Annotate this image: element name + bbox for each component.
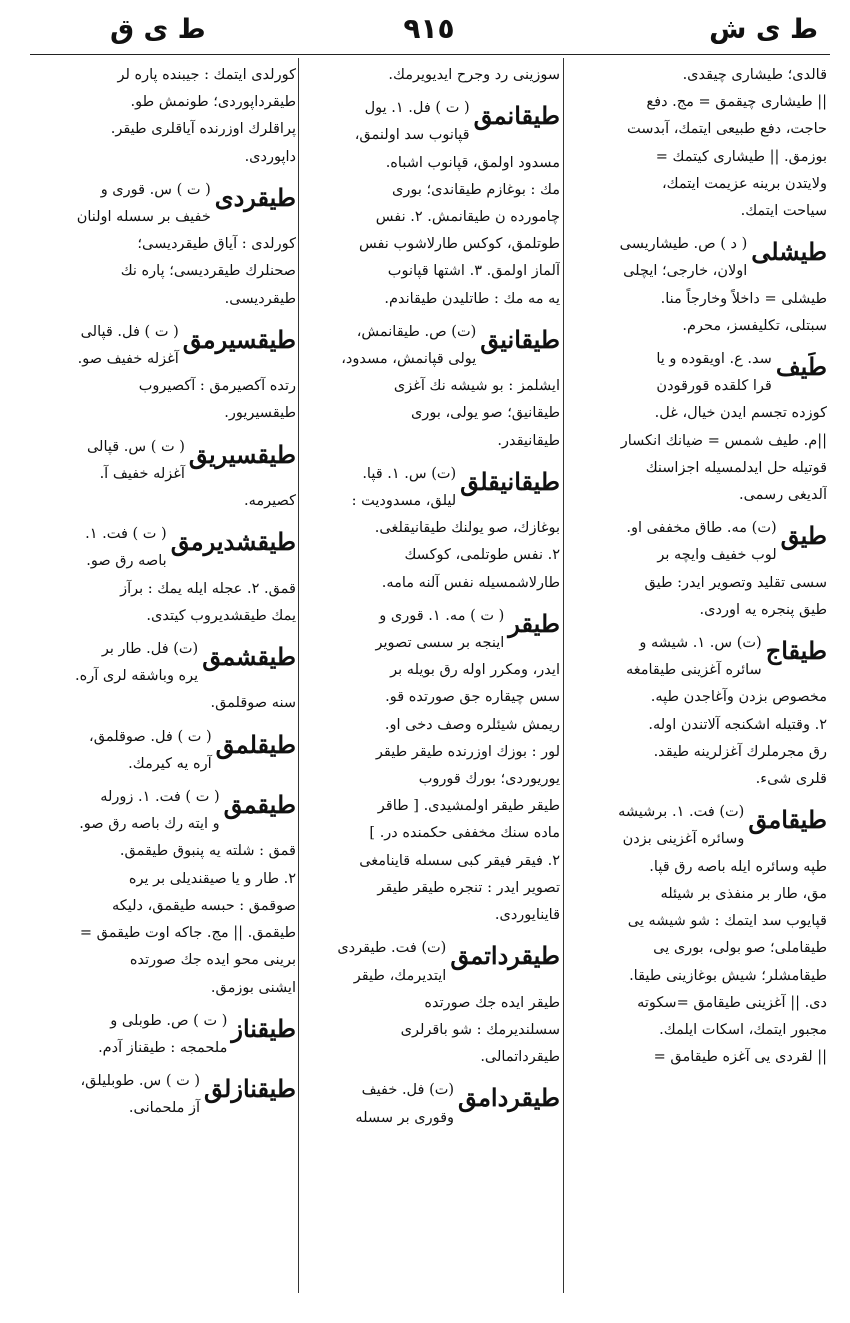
page-header <box>30 8 828 52</box>
entry-line: آره یه کیرمك. <box>128 755 212 772</box>
dictionary-entry <box>302 319 560 455</box>
entry-line: ( ت ) س. قوری و <box>100 181 211 198</box>
entry-headword: طیقشمق <box>202 642 296 672</box>
entry-line: طیقردیسی. <box>224 290 296 307</box>
entry-headword: طیق <box>780 521 827 551</box>
entry-line: ( ت ) ص. طوبلی و <box>110 1012 228 1029</box>
entry-line: ایتدیرمك، طیقر <box>353 967 447 984</box>
entry-line: طیقامشلر؛ شیش بوغازینی طیقا. <box>629 967 827 984</box>
entry-line: یولی قپانمش، مسدود، <box>341 351 477 368</box>
entry-line: ( ت ) مه. ١. قوری و <box>379 607 505 624</box>
entry-line: آغزله خفیف آ. <box>99 465 185 482</box>
entry-line: لیلق، مسدودیت : <box>351 493 457 510</box>
entry-line: کورلدی : آیاق طیقردیسی؛ <box>137 236 296 253</box>
dictionary-entry <box>30 636 296 718</box>
entry-line: سسی تقلید وتصویر ایدر: طیق <box>644 574 827 591</box>
entry-line: طوتلمق، کوکس طارلاشوب نفس <box>358 236 560 253</box>
entry-line: سنه صوقلمق. <box>210 695 296 712</box>
dictionary-entry <box>30 319 296 428</box>
entry-line: سس چیقاره جق صورتده قو. <box>385 689 560 706</box>
entry-line: (ت) س. ١. قپا. <box>362 465 457 482</box>
column-right <box>567 62 827 1293</box>
entry-headword: طیقلمق <box>215 729 296 759</box>
dictionary-entry <box>567 799 827 1071</box>
entry-headword: طیشلی <box>751 237 827 267</box>
entry-line: قالدی؛ طیشاری چیقدی. <box>682 67 827 83</box>
entry-line: بوزمق. || طیشاری کیتمك = <box>655 148 827 165</box>
dictionary-entry <box>30 521 296 630</box>
entry-line: (ت) س. ١. شیشه و <box>639 635 762 652</box>
dictionary-entry <box>567 62 827 225</box>
entry-line: ( ت ) فل. ١. یول <box>364 100 470 117</box>
entry-line: آلماز اولمق. ٣. اشتها قپانوب <box>387 263 560 280</box>
entry-line: طیقاملی؛ صو بولی، بوری یی <box>653 940 827 957</box>
entry-line: ٢. وقتیله اشکنجه آلاتندن اوله. <box>648 716 827 733</box>
dictionary-entry <box>30 1068 296 1122</box>
entry-headword: طیقناز <box>231 1013 296 1043</box>
entry-line: رق مجرملرك آغزلرینه طیقد. <box>653 743 827 760</box>
dictionary-entry <box>567 346 827 509</box>
dictionary-entry <box>302 461 560 597</box>
entry-line: کوزده تجسم ایدن خیال، غل. <box>654 405 827 422</box>
entry-line: طیقانیق؛ صو یولی، بوری <box>410 405 560 422</box>
entry-line: اینجه بر سسی تصویر <box>375 635 505 652</box>
entry-line: سسلندیرمك : شو باقرلری <box>400 1021 560 1038</box>
entry-line: ٢. طار و یا صیقندیلی بر یره <box>128 870 296 887</box>
entry-line: سوزینی رد وجرح ایدیویرمك. <box>388 67 560 83</box>
entry-line: ٢. فیقر فیقر کبی سسله قاینامغی <box>359 852 560 869</box>
entry-line: کصیرمه. <box>243 493 296 510</box>
header-left-letters: ط ی ق <box>110 14 206 45</box>
entry-headword: طیقانیق <box>480 324 560 354</box>
entry-line: مق، طار بر منفذی بر شیئله <box>660 885 827 902</box>
entry-headword: طَیف <box>775 352 827 382</box>
entry-line: طیقرداتمالی. <box>480 1049 560 1066</box>
page-number: ٩١٥ <box>403 12 455 45</box>
entry-line: ( ت ) فت. ١. <box>85 526 167 543</box>
entry-line: پراقلرك اوزرنده آیاقلری طیقر. <box>110 121 296 138</box>
entry-headword: طیقنازلق <box>204 1074 296 1104</box>
entry-line: صوقمق : حبسه طیقمق، دلیکه <box>111 897 296 914</box>
entry-line: ( ت ) س. طوبلیلق، <box>80 1073 201 1090</box>
entry-line: طیقانیقدر. <box>497 432 560 449</box>
dictionary-entry <box>30 1008 296 1062</box>
entry-line: ریمش شیئلره وصف دخی او. <box>384 716 560 733</box>
entry-line: ایدر، ومکرر اوله رق بویله بر <box>390 662 560 679</box>
entry-line: لوب خفیف وایچه بر <box>657 547 777 564</box>
dictionary-entry <box>302 62 560 89</box>
entry-headword: طیقانمق <box>473 101 560 131</box>
entry-headword: طیقسیریق <box>188 439 296 469</box>
entry-line: ( د ) ص. طیشاریسی <box>619 236 748 253</box>
entry-line: طپه وسائره ایله باصه رق قپا. <box>649 858 827 875</box>
entry-line: ملحمجه : طیقناز آدم. <box>98 1039 228 1056</box>
entry-headword: طیقامق <box>748 805 827 835</box>
entry-line: صحنلرك طیقردیسی؛ پاره نك <box>120 263 296 280</box>
entry-line: ( ت ) فل. قپالی <box>80 323 179 340</box>
dictionary-entry <box>30 62 296 171</box>
entry-headword: طیقردامق <box>458 1083 560 1113</box>
entry-line: (ت) فت. طیقردی <box>337 940 447 957</box>
entry-line: || لقردی یی آغزه طیقامق = <box>653 1049 827 1066</box>
entry-line: مسدود اولمق، قپانوب اشباه. <box>385 154 560 171</box>
entry-line: طیشلی = داخلاً وخارجاً منا. <box>660 290 827 307</box>
entry-line: سد. ع. اویقوده و یا <box>656 351 772 368</box>
entry-line: اولان، خارجی؛ ایچلی <box>623 263 748 280</box>
entry-headword: طیقشدیرمق <box>170 527 296 557</box>
entry-line: سیاحت ایتمك. <box>740 203 827 220</box>
entry-line: کورلدی ایتمك : جیبنده پاره لر <box>117 67 296 83</box>
header-rule <box>30 54 830 55</box>
header-right-letters: ط ی ش <box>709 14 818 45</box>
entry-line: قمق. ٢. عجله ایله یمك : برآز <box>120 580 296 597</box>
entry-line: طیقر ایده جك صورتده <box>424 994 560 1011</box>
column-left <box>30 62 296 1293</box>
dictionary-entry <box>567 630 827 793</box>
entry-line: طیقمق. || مج. جاکه اوت طیقمق = <box>79 925 296 942</box>
entry-line: ( ت ) فل. صوقلمق، <box>89 728 212 745</box>
entry-line: قپانوب سد اولنمق، <box>354 127 470 144</box>
entry-line: آغزله خفیف صو. <box>77 351 179 368</box>
entry-headword: طیقانیقلق <box>460 466 560 496</box>
entry-line: ( ت ) س. قپالی <box>86 438 185 455</box>
entry-line: (ت) فت. ١. برشیشه <box>618 804 745 821</box>
entry-line: دی. || آغزینی طیقامق =سکوته <box>637 994 827 1011</box>
entry-line: یه مه مك : طاتلیدن طیقاندم. <box>384 290 560 307</box>
entry-headword: طیقر <box>508 608 560 638</box>
entry-line: آلدیغی رسمی. <box>738 487 827 504</box>
entry-line: قاینایوردی. <box>494 907 560 924</box>
entry-line: ولایتدن برینه عزیمت ایتمك، <box>661 175 827 192</box>
entry-line: طیقرداپوردی؛ طونمش طو. <box>130 94 296 111</box>
entry-line: قمق : شلته یه پنبوق طیقمق. <box>119 843 296 860</box>
entry-line: وقوری بر سسله <box>355 1109 455 1126</box>
entry-line: (ت) فل. خفیف <box>361 1082 455 1099</box>
entry-line: بوغازك، صو یولنك طیقانیقلغی. <box>374 520 560 537</box>
entry-line: مك : بوغازم طیقاندی؛ بوری <box>392 181 560 198</box>
entry-line: (ت) فل. طار بر <box>101 641 199 658</box>
entry-line: قرا کلقده قورقودن <box>656 378 772 395</box>
dictionary-entry <box>302 603 560 929</box>
column-divider-2 <box>298 58 299 1293</box>
entry-line: یمك طیقشدیروب کیتدی. <box>146 607 296 624</box>
entry-headword: طیقسیرمق <box>182 324 296 354</box>
entry-line: قوتیله حل ایدلمسیله اجزاسنك <box>645 459 827 476</box>
entry-line: چامورده ن طیقانمش. ٢. نفس <box>375 209 560 226</box>
entry-line: قپایوب سد ایتمك : شو شیشه یی <box>627 913 827 930</box>
dictionary-entry <box>302 1077 560 1131</box>
dictionary-entry <box>30 724 296 778</box>
entry-line: آز ملحمانی. <box>128 1100 201 1117</box>
entry-line: (ت) مه. طاق مخففی او. <box>626 520 777 537</box>
entry-line: (ت) ص. طیقانمش، <box>356 323 477 340</box>
entry-line: ٢. نفس طوتلمی، کوکسك <box>404 547 560 564</box>
entry-line: لور : بوزك اوزرنده طیقر طیقر <box>375 743 560 760</box>
entry-line: تصویر ایدر : تنجره طیقر طیقر <box>377 879 560 896</box>
entry-line: باصه رق صو. <box>86 553 167 570</box>
entry-line: مخصوص بزدن وآغاجدن طپه. <box>650 689 827 706</box>
column-middle <box>302 62 560 1293</box>
entry-line: سائره آغزینی طیقامغه <box>625 662 762 679</box>
entry-line: ||م. طیف شمس = ضیانك انکسار <box>620 432 827 449</box>
entry-line: ایشلمز : بو شیشه نك آغزی <box>393 378 560 395</box>
dictionary-entry <box>30 434 296 516</box>
dictionary-entry <box>30 177 296 313</box>
entry-line: || طیشاری چیقمق = مج. دفع <box>646 94 827 111</box>
entry-line: برینی محو ایده جك صورتده <box>129 952 296 969</box>
entry-line: حاجت، دفع طبیعی ایتمك، آبدست <box>627 121 827 138</box>
entry-line: ( ت ) فت. ١. زورله <box>100 789 220 806</box>
entry-line: یره وباشقه لری آره. <box>75 668 199 685</box>
column-divider-1 <box>563 58 564 1293</box>
entry-line: ایشنی بوزمق. <box>210 979 296 996</box>
dictionary-entry <box>567 231 827 340</box>
entry-headword: طیقرداتمق <box>450 941 560 971</box>
entry-line: مجبور ایتمك، اسکات ایلمك. <box>659 1021 827 1038</box>
entry-line: یوریوردی؛ بورك قوروب <box>418 771 560 788</box>
entry-line: طیق پنجره یه اوردی. <box>699 601 827 618</box>
entry-line: خفیف بر سسله اولنان <box>76 209 211 226</box>
entry-line: طیقسیریور. <box>224 405 296 422</box>
entry-headword: طیقمق <box>223 790 296 820</box>
dictionary-entry <box>302 935 560 1071</box>
entry-headword: طیقردی <box>214 182 296 212</box>
entry-line: داپوردی. <box>244 148 296 165</box>
entry-line: طیقر طیقر اولمشیدی. [ طاقر <box>377 798 560 815</box>
entry-line: سبتلی، تکلیفسز، محرم. <box>682 317 827 334</box>
dictionary-entry <box>567 515 827 624</box>
entry-line: قلری شیء. <box>755 771 827 788</box>
entry-headword: طیقاج <box>765 636 827 666</box>
dictionary-entry <box>30 784 296 1002</box>
entry-line: رتده آکصیرمق : آکصیروب <box>138 378 296 395</box>
dictionary-entry <box>302 95 560 313</box>
entry-line: ماده سنك مخففی حکمنده در. ] <box>369 825 560 842</box>
entry-line: وسائره آغزینی بزدن <box>622 831 745 848</box>
entry-line: و ایته رك باصه رق صو. <box>79 816 220 833</box>
entry-line: طارلاشمسیله نفس آلنه مامه. <box>381 574 560 591</box>
